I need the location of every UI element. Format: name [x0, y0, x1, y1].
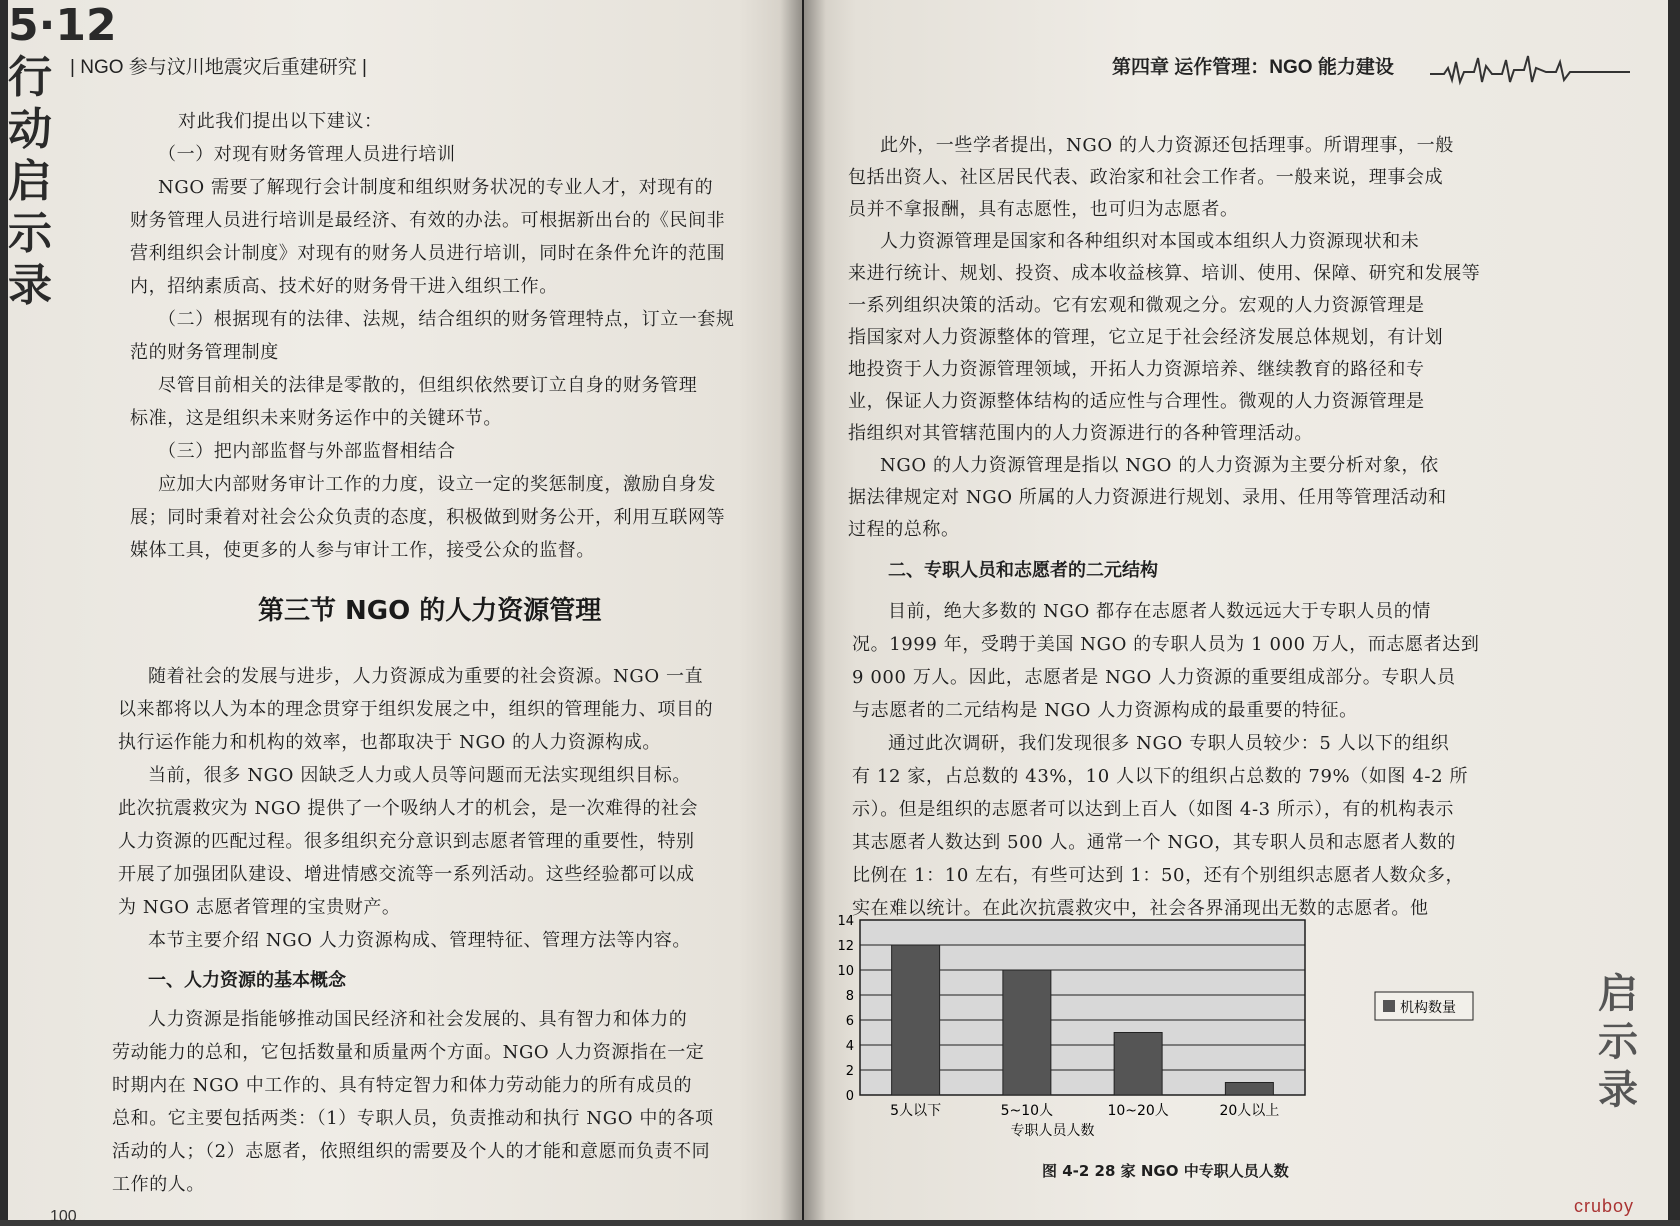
text-line: 指组织对其管辖范围内的人力资源进行的各种管理活动。 — [848, 423, 1313, 444]
side-decoration-text: 录 — [1598, 1067, 1638, 1113]
text-line: 与志愿者的二元结构是 NGO 人力资源构成的最重要的特征。 — [852, 700, 1358, 721]
text-line: 示）。但是组织的志愿者可以达到上百人（如图 4-3 所示），有的机构表示 — [852, 799, 1455, 820]
text-line: 财务管理人员进行培训是最经济、有效的办法。可根据新出台的《民间非 — [130, 210, 726, 231]
right-side-decoration — [1598, 970, 1668, 1220]
left-running-head-text: NGO 参与汶川地震灾后重建研究 — [80, 57, 357, 78]
bar-chart — [837, 912, 1480, 1142]
subheading: 一、人力资源的基本概念 — [148, 970, 346, 991]
x-tick-label: 10~20人 — [1107, 1103, 1169, 1119]
text-line: 营利组织会计制度》对现有的财务人员进行培训，同时在条件允许的范围 — [130, 243, 726, 264]
text-line: 劳动能力的总和，它包括数量和质量两个方面。NGO 人力资源指在一定 — [112, 1042, 705, 1063]
text-line: 当前，很多 NGO 因缺乏人力或人员等问题而无法实现组织目标。 — [148, 765, 691, 786]
side-decoration-text: 启示录 — [8, 156, 52, 311]
section-title: 第三节 NGO 的人力资源管理 — [258, 596, 602, 626]
text-line: 业，保证人力资源整体结构的适应性与合理性。微观的人力资源管理是 — [848, 391, 1425, 412]
text-line: 开展了加强团队建设、增进情感交流等一系列活动。这些经验都可以成 — [118, 864, 695, 885]
text-line: 此次抗震救灾为 NGO 提供了一个吸纳人才的机会，是一次难得的社会 — [118, 798, 699, 819]
text-line: （二）根据现有的法律、法规，结合组织的财务管理特点，订立一套规 — [158, 309, 735, 330]
x-tick-label: 5人以下 — [890, 1103, 942, 1119]
text-line: 范的财务管理制度 — [130, 342, 279, 363]
text-line: 指国家对人力资源整体的管理，它立足于社会经济发展总体规划，有计划 — [848, 327, 1444, 348]
y-tick-label: 12 — [837, 939, 854, 954]
text-line: 标准，这是组织未来财务运作中的关键环节。 — [130, 408, 502, 429]
text-line: 应加大内部财务审计工作的力度，设立一定的奖惩制度，激励自身发 — [158, 474, 716, 495]
text-line: 过程的总称。 — [848, 519, 960, 540]
text-line: 本节主要介绍 NGO 人力资源构成、管理特征、管理方法等内容。 — [148, 930, 691, 951]
chart-legend — [1375, 992, 1473, 1020]
text-line: 来进行统计、规划、投资、成本收益核算、培训、使用、保障、研究和发展等 — [848, 263, 1481, 284]
text-line: 随着社会的发展与进步，人力资源成为重要的社会资源。NGO 一直 — [148, 666, 704, 687]
text-line: 地投资于人力资源管理领域，开拓人力资源培养、继续教育的路径和专 — [848, 359, 1425, 380]
legend-swatch — [1383, 1000, 1395, 1012]
y-tick-label: 10 — [837, 964, 854, 979]
text-line: 9 000 万人。因此，志愿者是 NGO 人力资源的重要组成部分。专职人员 — [852, 667, 1456, 688]
text-line: 其志愿者人数达到 500 人。通常一个 NGO，其专职人员和志愿者人数的 — [852, 832, 1457, 853]
bar — [1114, 1033, 1162, 1096]
text-line: 总和。它主要包括两类：（1）专职人员，负责推动和执行 NGO 中的各项 — [112, 1108, 714, 1129]
y-tick-label: 0 — [845, 1089, 854, 1104]
text-line: 时期内在 NGO 中工作的、具有特定智力和体力劳动能力的所有成员的 — [112, 1075, 693, 1096]
book-gutter — [780, 0, 826, 1220]
text-line: 展；同时秉着对社会公众负责的态度，积极做到财务公开，利用互联网等 — [130, 507, 726, 528]
y-tick-label: 6 — [845, 1014, 854, 1029]
text-line: 为 NGO 志愿者管理的宝贵财产。 — [118, 897, 401, 918]
text-line: NGO 的人力资源管理是指以 NGO 的人力资源为主要分析对象，依 — [880, 455, 1439, 476]
side-decoration-text: 行动 — [8, 52, 52, 155]
text-line: 媒体工具，使更多的人参与审计工作，接受公众的监督。 — [130, 540, 595, 561]
figure-caption: 图 4-2 28 家 NGO 中专职人员人数 — [1042, 1162, 1289, 1180]
text-line: 况。1999 年，受聘于美国 NGO 的专职人员为 1 000 万人，而志愿者达到 — [852, 634, 1480, 655]
text-line: 尽管目前相关的法律是零散的，但组织依然要订立自身的财务管理 — [158, 375, 698, 396]
text-line: 目前，绝大多数的 NGO 都存在志愿者人数远远大于专职人员的情 — [888, 601, 1431, 622]
right-running-head: 第四章 运作管理：NGO 能力建设 — [1112, 57, 1394, 78]
text-line: 对此我们提出以下建议： — [178, 111, 383, 132]
side-decoration-text: 5·12 — [8, 0, 117, 51]
text-line: 执行运作能力和机构的效率，也都取决于 NGO 的人力资源构成。 — [118, 732, 661, 753]
text-line: 包括出资人、社区居民代表、政治家和社会工作者。一般来说，理事会成 — [848, 167, 1444, 188]
legend-label: 机构数量 — [1400, 1000, 1456, 1016]
x-tick-label: 5~10人 — [1000, 1103, 1054, 1119]
y-tick-label: 14 — [837, 914, 854, 929]
side-decoration-text: 启 — [1598, 971, 1638, 1017]
bar — [892, 945, 940, 1095]
text-line: 员并不拿报酬，具有志愿性，也可归为志愿者。 — [848, 199, 1239, 220]
text-line: 据法律规定对 NGO 所属的人力资源进行规划、录用、任用等管理活动和 — [848, 487, 1447, 508]
left-running-head: | NGO 参与汶川地震灾后重建研究 | — [70, 57, 367, 78]
y-tick-label: 4 — [845, 1039, 854, 1054]
text-line: 工作的人。 — [112, 1174, 205, 1195]
left-side-decoration — [8, 0, 117, 330]
watermark: cruboy — [1574, 1196, 1635, 1216]
text-line: 此外，一些学者提出，NGO 的人力资源还包括理事。所谓理事，一般 — [880, 135, 1454, 156]
text-line: NGO 需要了解现行会计制度和组织财务状况的专业人才，对现有的 — [158, 177, 714, 198]
bar — [1225, 1083, 1273, 1096]
x-tick-label: 20人以上 — [1219, 1103, 1280, 1119]
y-tick-label: 8 — [845, 989, 854, 1004]
x-axis-label: 专职人员人数 — [1010, 1123, 1095, 1139]
text-line: 比例在 1：10 左右，有些可达到 1：50，还有个别组织志愿者人数众多， — [852, 865, 1465, 886]
text-line: 内，招纳素质高、技术好的财务骨干进入组织工作。 — [130, 276, 558, 297]
text-line: （三）把内部监督与外部监督相结合 — [158, 441, 456, 462]
subheading: 二、专职人员和志愿者的二元结构 — [888, 560, 1158, 581]
bar — [1003, 970, 1051, 1095]
text-line: 一系列组织决策的活动。它有宏观和微观之分。宏观的人力资源管理是 — [848, 295, 1425, 316]
y-tick-label: 2 — [845, 1064, 854, 1079]
text-line: 通过此次调研，我们发现很多 NGO 专职人员较少：5 人以下的组织 — [888, 733, 1450, 754]
text-line: （一）对现有财务管理人员进行培训 — [158, 144, 456, 165]
text-line: 人力资源管理是国家和各种组织对本国或本组织人力资源现状和未 — [880, 231, 1420, 252]
text-line: 实在难以统计。在此次抗震救灾中，社会各界涌现出无数的志愿者。他 — [852, 898, 1429, 919]
text-line: 以来都将以人为本的理念贯穿于组织发展之中，组织的管理能力、项目的 — [118, 699, 714, 720]
page-number: 100 — [50, 1208, 77, 1225]
heartbeat-line-icon — [1430, 52, 1630, 86]
text-line: 有 12 家，占总数的 43%，10 人以下的组织占总数的 79%（如图 4-2 所 — [852, 766, 1469, 787]
text-line: 人力资源的匹配过程。很多组织充分意识到志愿者管理的重要性，特别 — [118, 831, 695, 852]
text-line: 人力资源是指能够推动国民经济和社会发展的、具有智力和体力的 — [148, 1009, 688, 1030]
text-line: 活动的人；（2）志愿者，依照组织的需要及个人的才能和意愿而负责不同 — [112, 1141, 711, 1162]
side-decoration-text: 示 — [1598, 1019, 1638, 1065]
